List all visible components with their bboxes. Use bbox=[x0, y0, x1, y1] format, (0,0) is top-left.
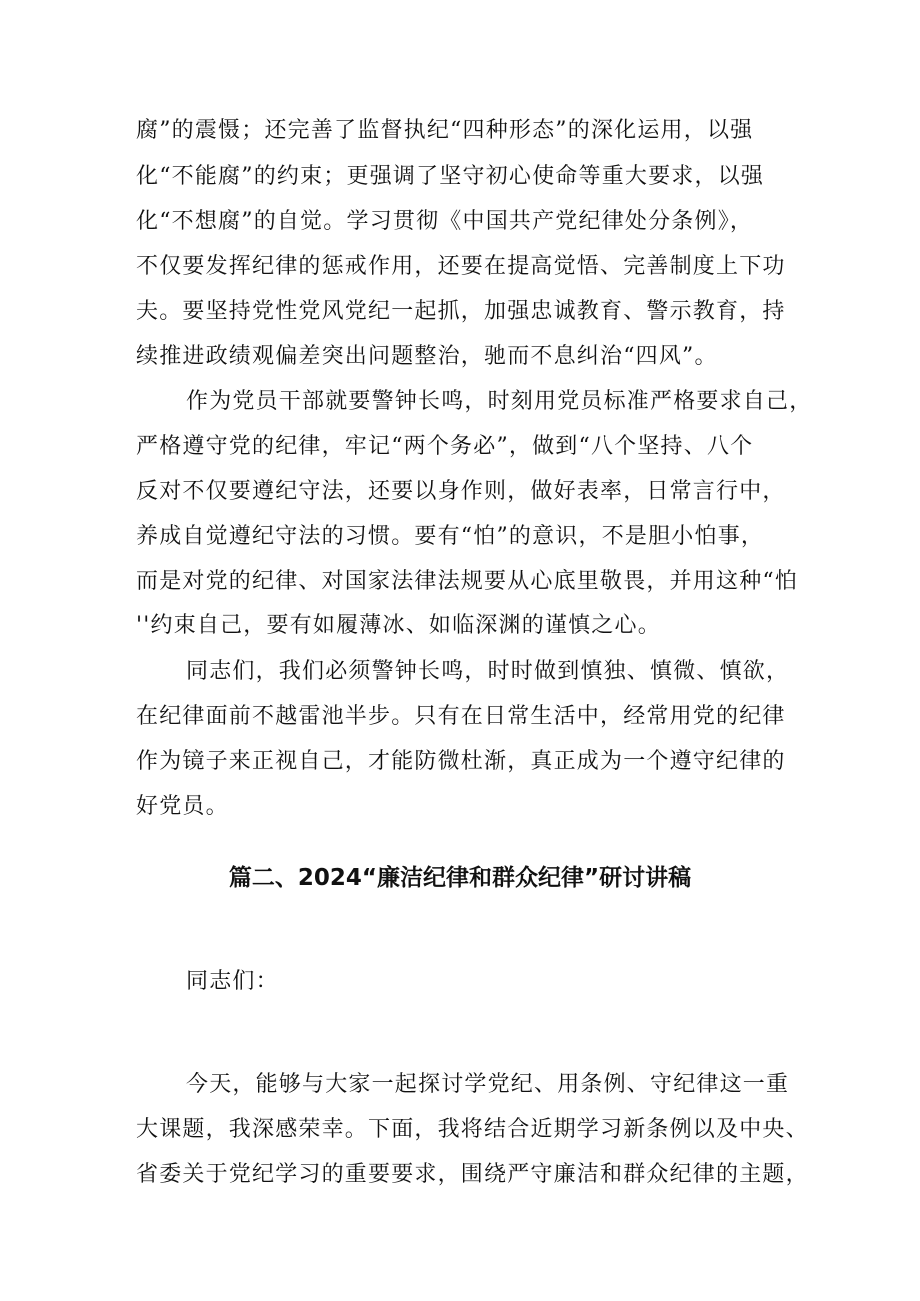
paragraph-line: 严格遵守党的纪律，牢记“两个务必”，做到“八个坚持、八个 bbox=[136, 434, 754, 459]
paragraph-line: 续推进政绩观偏差突出问题整治，驰而不息纠治“四风”。 bbox=[136, 344, 718, 369]
paragraph-line: ''约束自己，要有如履薄冰、如临深渊的谨慎之心。 bbox=[136, 613, 661, 638]
paragraph-line: 而是对党的纪律、对国家法律法规要从心底里敬畏，并用这种“怕 bbox=[136, 569, 799, 594]
section-heading: 篇二、2024“廉洁纪律和群众纪律”研讨讲稿 bbox=[228, 865, 692, 891]
paragraph-line: 大课题，我深感荣幸。下面，我将结合近期学习新条例以及中央、 bbox=[136, 1117, 809, 1142]
paragraph-line: 化“不想腐”的自觉。学习贯彻《中国共产党纪律处分条例》， bbox=[136, 209, 754, 234]
paragraph-line: 夫。要坚持党性党风党纪一起抓，加强忠诚教育、警示教育，持 bbox=[136, 299, 786, 324]
paragraph-line: 化“不能腐”的约束；更强调了坚守初心使命等重大要求，以强 bbox=[136, 164, 765, 189]
paragraph-line: 作为镜子来正视自己，才能防微杜渐，真正成为一个遵守纪律的 bbox=[136, 749, 786, 774]
paragraph-line: 作为党员干部就要警钟长鸣，时刻用党员标准严格要求自己， bbox=[186, 389, 813, 414]
paragraph-line: 养成自觉遵纪守法的习惯。要有“怕”的意识，不是胆小怕事， bbox=[136, 524, 765, 549]
paragraph-line: 好党员。 bbox=[136, 794, 229, 819]
paragraph-line: 在纪律面前不越雷池半步。只有在日常生活中，经常用党的纪律 bbox=[136, 704, 786, 729]
salutation: 同志们： bbox=[186, 969, 279, 994]
paragraph-line: 省委关于党纪学习的重要要求，围绕严守廉洁和群众纪律的主题， bbox=[136, 1162, 809, 1187]
paragraph-line: 不仅要发挥纪律的惩戒作用，还要在提高觉悟、完善制度上下功 bbox=[136, 254, 786, 279]
paragraph-line: 今天，能够与大家一起探讨学党纪、用条例、守纪律这一重 bbox=[186, 1072, 790, 1097]
paragraph-line: 反对不仅要遵纪守法，还要以身作则，做好表率，日常言行中， bbox=[136, 479, 786, 504]
paragraph-line: 腐”的震慑；还完善了监督执纪“四种形态”的深化运用，以强 bbox=[136, 118, 754, 143]
paragraph-line: 同志们，我们必须警钟长鸣，时时做到慎独、慎微、慎欲， bbox=[186, 659, 790, 684]
